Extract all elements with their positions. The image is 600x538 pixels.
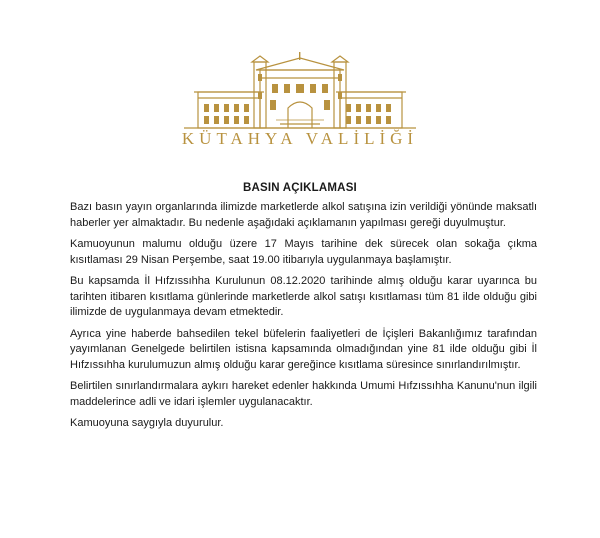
document-title: BASIN AÇIKLAMASI — [243, 182, 357, 194]
paragraph-6: Kamuoyuna saygıyla duyurulur. — [70, 417, 224, 429]
paragraph-5: Belirtilen sınırlandırmalara aykırı hareket edenler hakkında Umumi Hıfzıssıhha Kanunu'nun ilgili maddelerince adli ve idari işlemler uygulanacaktır. — [70, 380, 537, 408]
organization-name: KÜTAHYA VALİLİĞİ — [181, 129, 419, 148]
paragraph-3: Bu kapsamda İl Hıfzıssıhha Kurulunun 08.12.2020 tarihinde almış olduğu karar uyarınca bu tarihten itibaren kısıtlama günlerinde marketlerde alkol satışı kısıtlaması tüm 81 ilde olduğu gibi ilimizde de uygulanmaya devam etmektedir. — [70, 275, 537, 318]
paragraph-1: Bazı basın yayın organlarında ilimizde marketlerde alkol satışına izin verildiği yönünde maksatlı haberler yer almaktadır. Bu nedenle aşağıdaki açıklamanın yapılması gereği duyulmuştur. — [70, 201, 537, 229]
paragraph-2: Kamuoyunun malumu olduğu üzere 17 Mayıs tarihine dek sürecek olan sokağa çıkma kısıtlaması 29 Nisan Perşembe, saat 19.00 itibarıyla uygulanmaya başlamıştır. — [70, 238, 537, 266]
paragraph-4: Ayrıca yine haberde bahsedilen tekel büfelerin faaliyetleri de İçişleri Bakanlığımız tarafından yayımlanan Genelgede belirtilen istisna kapsamında olmadığından yine 81 ilde olduğu gibi İl Hıfzıssıhha kurulumuzun almış olduğu karar gereğince kısıtlama süresince sınırlandırılmıştır. — [70, 327, 537, 371]
document-body — [70, 200, 537, 438]
